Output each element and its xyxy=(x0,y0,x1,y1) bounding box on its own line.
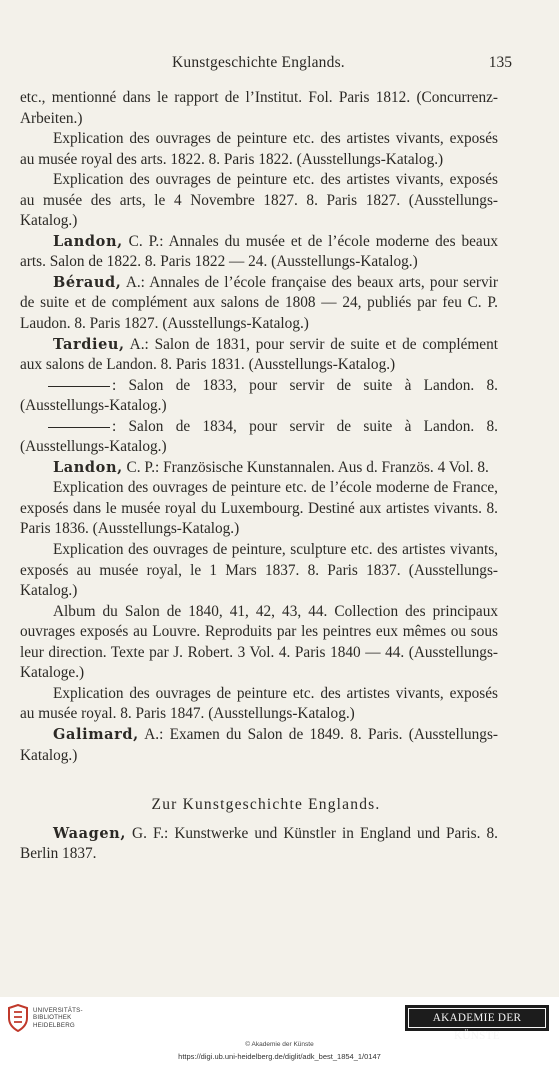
permalink-url[interactable]: https://digi.ub.uni-heidelberg.de/diglit/adk_best_1854_1/0147 xyxy=(178,1052,381,1061)
page-number: 135 xyxy=(488,54,512,71)
bibliography-entry xyxy=(20,540,498,602)
viewer-footer xyxy=(0,997,559,1065)
section-heading: Zur Kunstgeschichte Englands. xyxy=(151,796,381,814)
library-logo-line: UNIVERSITÄTS- xyxy=(33,1007,83,1014)
bibliography-entry xyxy=(20,602,498,684)
ditto-dash xyxy=(48,427,110,428)
library-logo-text xyxy=(33,1007,83,1029)
entry-text: A.: Salon de 1831, pour servir de suite et de complément aux salons de Landon. 8. Paris 1831. (Ausstellungs-Katalog.) xyxy=(20,335,498,374)
bibliography-text xyxy=(20,88,498,865)
bibliography-entry xyxy=(20,478,498,540)
entry-author: Landon, xyxy=(53,458,123,476)
running-head xyxy=(0,54,559,74)
entry-text: A.: Annales de l’école française des beaux arts, pour servir de suite et de complément aux salons de 1808 — 24, publiés par feu C. P. Laudon. 8. Paris 1827. (Ausstellungs-Katalog.) xyxy=(20,273,498,333)
academy-logo-text: AKADEMIE DER KÜNSTE xyxy=(408,1008,546,1028)
entry-text: A.: Examen du Salon de 1849. 8. Paris. (Ausstellungs-Katalog.) xyxy=(20,725,498,764)
bibliography-entry xyxy=(20,273,498,335)
bibliography-entry xyxy=(20,335,498,376)
entry-text: C. P.: Annales du musée et de l’école moderne des beaux arts. Salon de 1822. 8. Paris 1822 — 24. (Ausstellungs-Katalog.) xyxy=(20,232,498,271)
university-library-logo[interactable] xyxy=(6,1002,106,1034)
bibliography-entry xyxy=(20,725,498,766)
bibliography-entry xyxy=(20,458,498,479)
library-logo-line: HEIDELBERG xyxy=(33,1021,75,1029)
copyright-notice: © Akademie der Künste xyxy=(245,1041,314,1048)
entry-text: Explication des ouvrages de peinture, sculpture etc. des artistes vivants, exposés au musée royal, le 1 Mars 1837. 8. Paris 1837. (Ausstellungs-Katalog.) xyxy=(20,541,498,600)
entry-author: Landon, xyxy=(53,232,123,250)
entry-text: C. P.: Französische Kunstannalen. Aus d. Französ. 4 Vol. 8. xyxy=(122,458,489,476)
entry-text: Explication des ouvrages de peinture etc. des artistes vivants, exposés au musée des arts, le 4 Novembre 1827. 8. Paris 1827. (Ausstellungs-Katalog.) xyxy=(20,171,498,230)
entry-author: Galimard, xyxy=(53,725,139,743)
library-logo-line: BIBLIOTHEK xyxy=(33,1014,72,1022)
entry-text: Explication des ouvrages de peinture etc. des artistes vivants, exposés au musée royal des arts. 1822. 8. Paris 1822. (Ausstellungs-Katalog.) xyxy=(20,130,498,168)
entry-text: : Salon de 1834, pour servir de suite à Landon. 8. (Ausstellungs-Katalog.) xyxy=(20,417,498,456)
bibliography-entry xyxy=(20,129,498,170)
entry-text: Explication des ouvrages de peinture etc. des artistes vivants, exposés au musée royal. 8. Paris 1847. (Ausstellungs-Katalog.) xyxy=(20,684,498,723)
bibliography-entry xyxy=(20,232,498,273)
entry-text: etc., mentionné dans le rapport de l’Institut. Fol. Paris 1812. (Concurrenz-Arbeiten.) xyxy=(20,89,498,127)
bibliography-entry xyxy=(20,684,498,725)
entry-text: : Salon de 1833, pour servir de suite à Landon. 8. (Ausstellungs-Katalog.) xyxy=(20,376,498,415)
entry-author: Tardieu, xyxy=(53,335,125,353)
bibliography-entry xyxy=(20,824,498,865)
academy-logo[interactable] xyxy=(405,1005,549,1042)
entry-text: G. F.: Kunstwerke und Künstler in England und Paris. 8. Berlin 1837. xyxy=(20,824,498,863)
ditto-dash xyxy=(48,386,110,387)
bibliography-entry xyxy=(20,170,498,232)
running-title: Kunstgeschichte Englands. xyxy=(172,54,345,71)
bibliography-entry xyxy=(20,88,498,129)
entry-text: Album du Salon de 1840, 41, 42, 43, 44. Collection des principaux ouvrages exposés au Louvre. Reproduits par les peintres eux mêmes ou sous leur direction. Texte par J. Robert. 3 Vol. 4. Paris 1840 — 44. (Ausstellungs-Kataloge.) xyxy=(20,602,498,682)
bibliography-entry xyxy=(20,376,498,417)
bibliography-entry xyxy=(20,417,498,458)
entry-text: Explication des ouvrages de peinture etc. de l’école moderne de France, exposés dans le musée royal du Luxembourg. Destiné aux artistes vivants. 8. Paris 1836. (Ausstellungs-Katalog.) xyxy=(20,479,498,538)
entry-author: Béraud, xyxy=(53,273,122,291)
entry-author: Waagen, xyxy=(53,824,126,842)
library-emblem-icon xyxy=(6,1004,30,1032)
